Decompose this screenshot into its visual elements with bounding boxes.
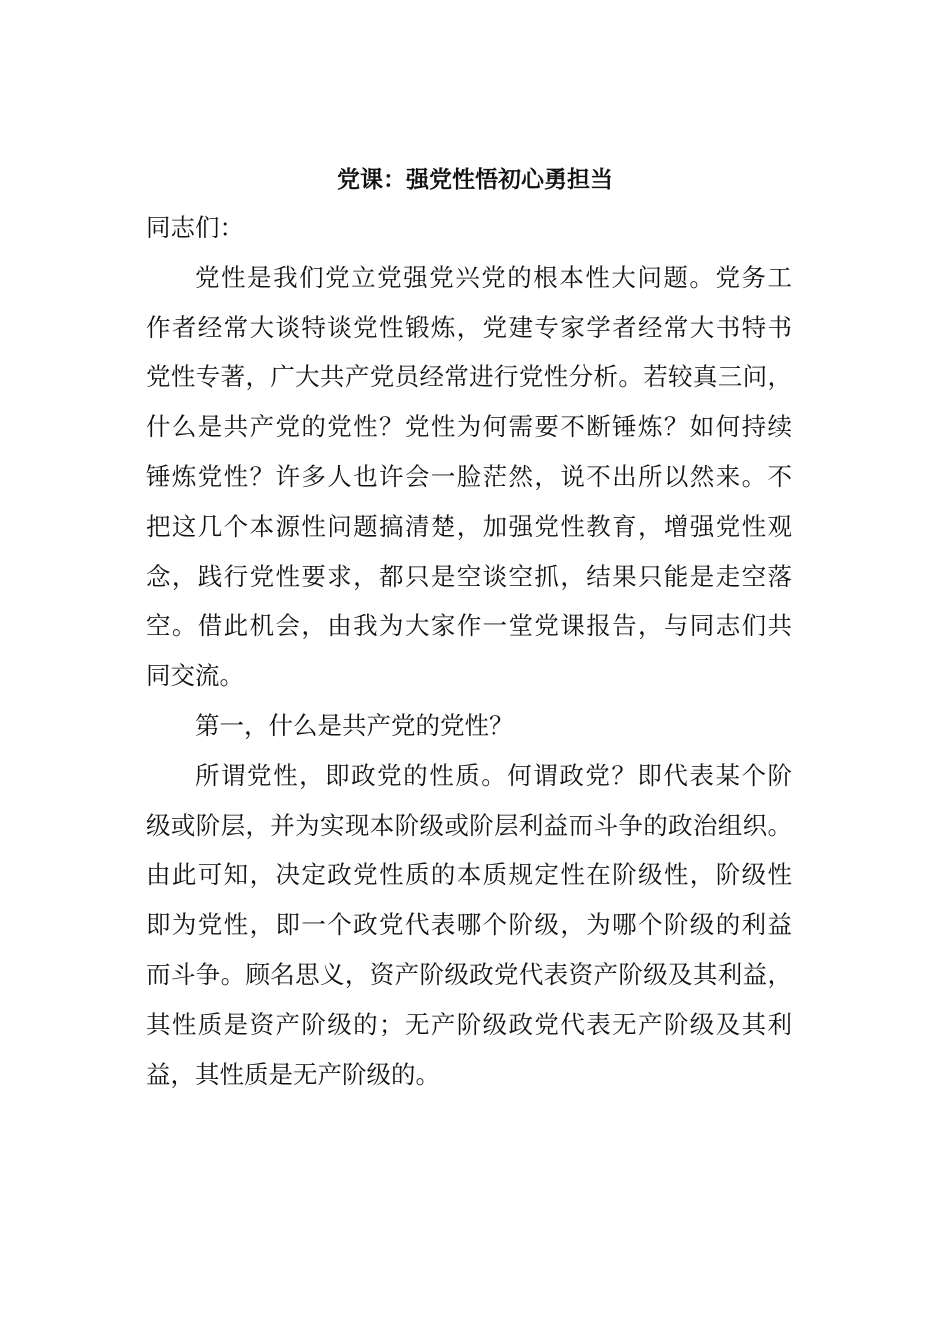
text-line: 即为党性，即一个政党代表哪个阶级，为哪个阶级的利益: [146, 910, 792, 940]
document-body: [146, 203, 792, 1099]
text-line: 所谓党性，即政党的性质。何谓政党？即代表某个阶: [195, 760, 792, 790]
text-line: 其性质是资产阶级的；无产阶级政党代表无产阶级及其利: [146, 1009, 792, 1039]
paragraph: [146, 751, 792, 1100]
text-line: 念，践行党性要求，都只是空谈空抓，结果只能是走空落: [146, 561, 792, 591]
text-line: 把这几个本源性问题搞清楚，加强党性教育，增强党性观: [146, 511, 792, 541]
text-line: 什么是共产党的党性？党性为何需要不断锤炼？如何持续: [146, 412, 792, 442]
text-line: 党性专著，广大共产党员经常进行党性分析。若较真三问，: [146, 362, 792, 392]
document-title: 党课：强党性悟初心勇担当: [337, 166, 613, 193]
text-line: 同交流。: [146, 661, 244, 691]
text-line: 党性是我们党立党强党兴党的根本性大问题。党务工: [195, 262, 792, 292]
text-line: 空。借此机会，由我为大家作一堂党课报告，与同志们共: [146, 611, 792, 641]
salutation: 同志们：: [146, 213, 244, 242]
text-line: 级或阶层，并为实现本阶级或阶层利益而斗争的政治组织。: [146, 810, 792, 840]
text-line: 作者经常大谈特谈党性锻炼，党建专家学者经常大书特书: [146, 312, 792, 342]
text-line: 锤炼党性？许多人也许会一脸茫然，说不出所以然来。不: [146, 461, 792, 491]
text-line: 益，其性质是无产阶级的。: [146, 1059, 440, 1089]
text-line: 而斗争。顾名思义，资产阶级政党代表资产阶级及其利益，: [146, 959, 792, 989]
text-line: 第一，什么是共产党的党性？: [195, 710, 514, 740]
paragraph: [146, 701, 792, 751]
text-line: 由此可知，决定政党性质的本质规定性在阶级性，阶级性: [146, 860, 792, 890]
paragraph: [146, 253, 792, 701]
paragraphs: [146, 253, 792, 1100]
